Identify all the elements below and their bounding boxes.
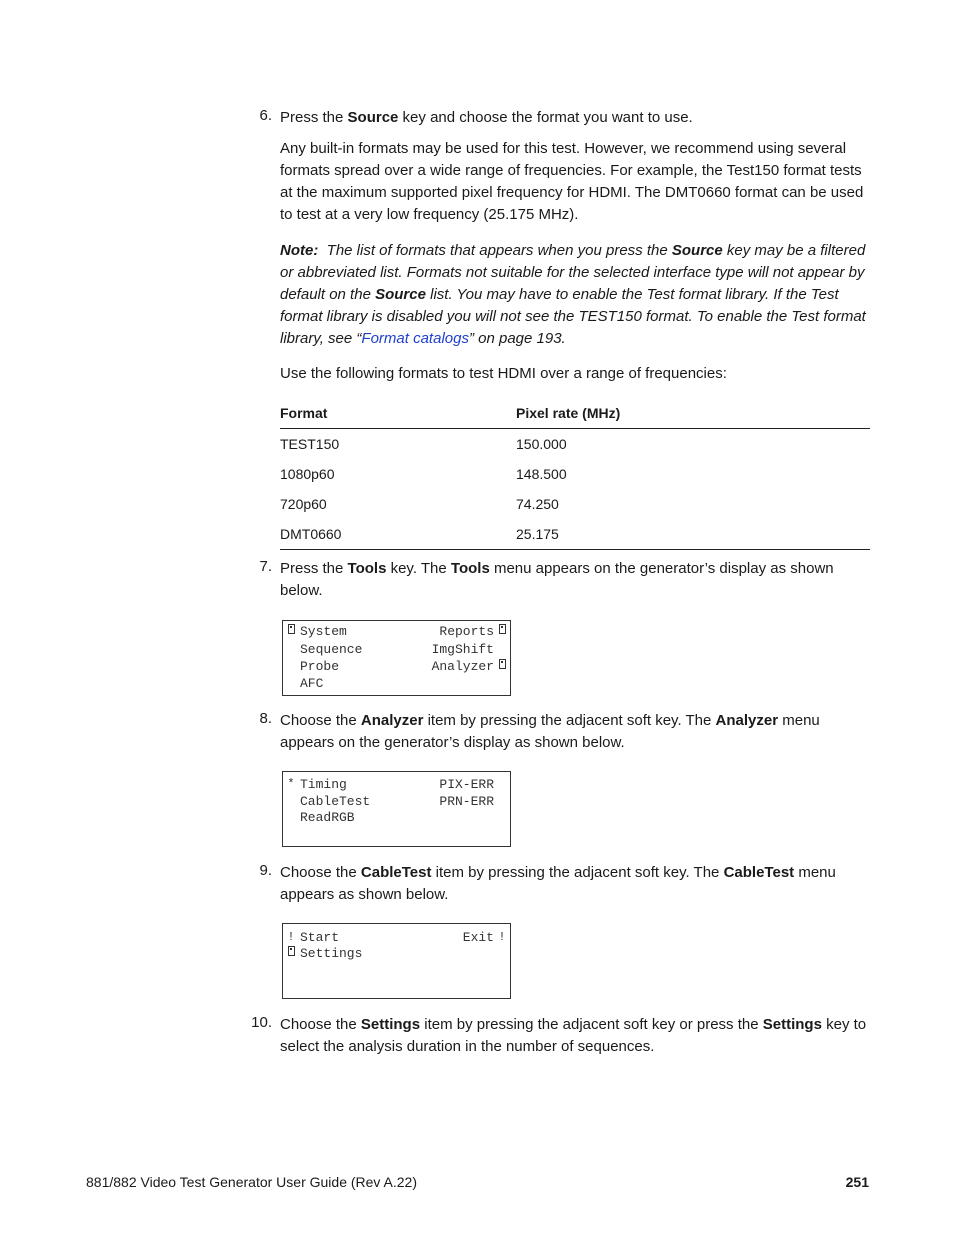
menu-item-start[interactable]: Start xyxy=(300,930,340,945)
menu-item-reports[interactable]: Reports xyxy=(439,624,494,639)
analyzer-menu-display xyxy=(282,771,511,847)
step-10-text: Choose the Settings item by pressing the adjacent soft key or press the Settings key to select the analysis duration in the number of sequences. xyxy=(280,1016,867,1055)
menu-item-afc[interactable]: AFC xyxy=(300,676,324,691)
execute-marker-icon: ! xyxy=(287,930,295,944)
menu-item-settings[interactable]: Settings xyxy=(300,946,363,961)
execute-marker-icon: ! xyxy=(498,930,506,944)
table-header-pixel-rate: Pixel rate (MHz) xyxy=(516,404,870,429)
submenu-doc-icon xyxy=(286,946,296,960)
step-number: 8. xyxy=(259,710,272,727)
step-8-text: Choose the Analyzer item by pressing the adjacent soft key. The Analyzer menu appears on the generator’s display as shown below. xyxy=(280,712,820,751)
submenu-doc-icon xyxy=(497,624,507,638)
tools-menu-display xyxy=(282,620,511,696)
submenu-doc-icon xyxy=(286,624,296,638)
footer-title: 881/882 Video Test Generator User Guide (Rev A.22) xyxy=(86,1174,418,1190)
step-number: 9. xyxy=(259,862,272,879)
menu-item-sequence[interactable]: Sequence xyxy=(300,642,363,657)
table-row: 720p60 74.250 xyxy=(280,496,559,512)
step-6-text: Press the Source key and choose the format you want to use. xyxy=(280,109,693,126)
selected-marker-icon: * xyxy=(287,777,295,791)
menu-item-analyzer[interactable]: Analyzer xyxy=(431,659,494,674)
submenu-doc-icon xyxy=(497,659,507,673)
format-catalogs-link[interactable]: Format catalogs xyxy=(361,330,469,347)
use-formats-line: Use the following formats to test HDMI over a range of frequencies: xyxy=(280,365,727,382)
menu-item-timing[interactable]: Timing xyxy=(300,777,347,792)
menu-item-system[interactable]: System xyxy=(300,624,347,639)
format-table xyxy=(280,404,870,550)
page-number: 251 xyxy=(845,1174,869,1190)
menu-item-imgshift[interactable]: ImgShift xyxy=(431,642,494,657)
source-key-label: Source xyxy=(347,109,399,126)
note-label: Note: xyxy=(280,242,319,259)
table-row: DMT0660 25.175 xyxy=(280,519,870,550)
cabletest-menu-display xyxy=(282,923,511,999)
menu-item-prn-err[interactable]: PRN-ERR xyxy=(439,794,494,809)
step-7-text: Press the Tools key. The Tools menu appears on the generator’s display as shown below. xyxy=(280,560,834,599)
table-row: TEST150 150.000 xyxy=(280,436,567,452)
step-number: 10. xyxy=(251,1014,272,1031)
menu-item-cabletest[interactable]: CableTest xyxy=(300,794,371,809)
table-header-format: Format xyxy=(280,404,516,429)
menu-item-probe[interactable]: Probe xyxy=(300,659,340,674)
step-number: 7. xyxy=(259,558,272,575)
step-9-text: Choose the CableTest item by pressing the adjacent soft key. The CableTest menu appears as shown below. xyxy=(280,864,836,903)
note: Note: The list of formats that appears when you press the Source key may be a filtered or abbreviated list. Formats not suitable for the selected interface type will not appear by default on the Source list. You may have to enable the Test format library. If the Test format library is disabled you will not see the TEST150 format. To enable the Test format library, see “Format catalogs” on page 193. xyxy=(280,242,866,347)
step-number: 6. xyxy=(259,107,272,124)
menu-item-exit[interactable]: Exit xyxy=(462,930,494,945)
menu-item-readrgb[interactable]: ReadRGB xyxy=(300,810,355,825)
paragraph-formats: Any built-in formats may be used for this test. However, we recommend using several formats spread over a wide range of frequencies. For example, the Test150 format tests at the maximum supported pixel frequency for HDMI. The DMT0660 format can be used to test at a very low frequency (25.175 MHz). xyxy=(280,140,864,223)
table-row: 1080p60 148.500 xyxy=(280,466,567,482)
menu-item-pix-err[interactable]: PIX-ERR xyxy=(439,777,494,792)
